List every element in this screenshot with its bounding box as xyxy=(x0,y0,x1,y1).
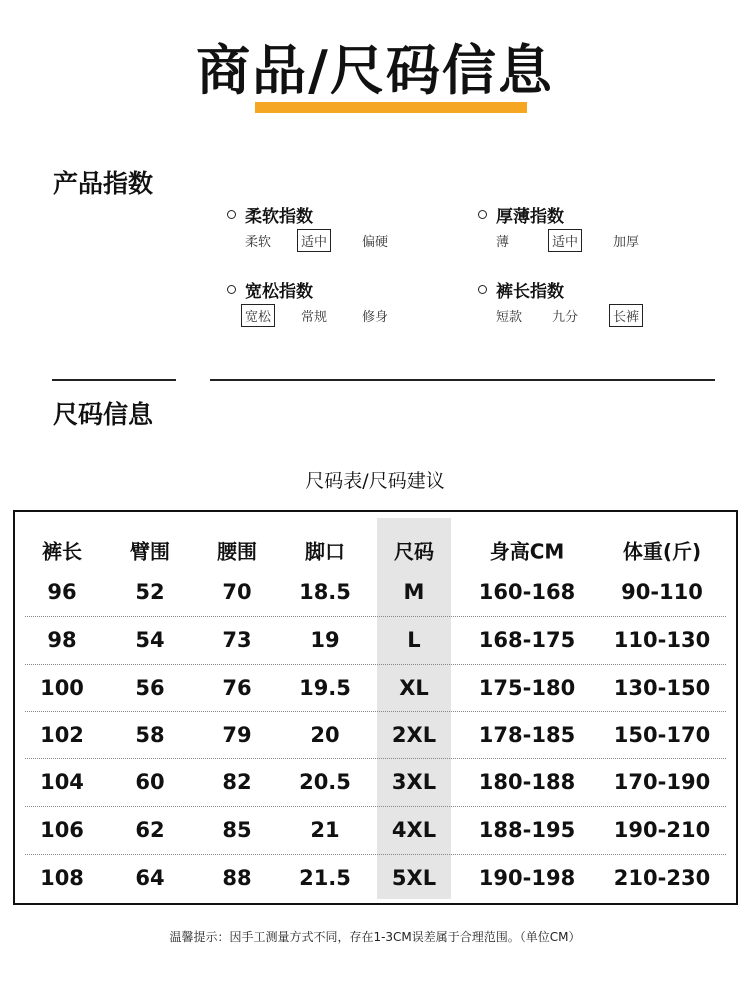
table-header-cell: 臂围 xyxy=(130,539,170,564)
table-cell: 58 xyxy=(135,723,165,747)
table-cell: 19.5 xyxy=(299,676,351,700)
measurement-note: 温馨提示：因手工测量方式不同，存在1-3CM误差属于合理范围。（单位CM） xyxy=(169,930,581,944)
table-cell: 54 xyxy=(135,628,165,652)
index-title-text: 柔软指数 xyxy=(245,207,313,227)
table-header-cell: 体重(斤) xyxy=(622,539,702,564)
row-divider xyxy=(25,854,726,855)
table-cell: 210-230 xyxy=(613,866,711,890)
table-header-cell: 尺码 xyxy=(394,539,434,564)
table-cell: L xyxy=(407,628,421,652)
size-table xyxy=(13,510,738,905)
table-cell: 96 xyxy=(47,580,77,604)
index-group-title xyxy=(478,277,564,302)
index-option: 偏硬 xyxy=(362,235,389,250)
table-cell: 130-150 xyxy=(613,676,711,700)
row-divider xyxy=(25,758,726,759)
index-option: 修身 xyxy=(362,310,389,325)
table-cell: 178-185 xyxy=(478,723,576,747)
table-cell: 110-130 xyxy=(613,628,711,652)
table-cell: 104 xyxy=(40,770,84,794)
size-info-heading: 尺码信息 xyxy=(53,400,154,429)
table-cell: 19 xyxy=(310,628,340,652)
table-cell: 76 xyxy=(222,676,252,700)
table-cell: 20.5 xyxy=(299,770,351,794)
table-cell: 5XL xyxy=(391,866,437,890)
table-cell: 150-170 xyxy=(613,723,711,747)
table-cell: 180-188 xyxy=(478,770,576,794)
table-cell: 106 xyxy=(40,818,84,842)
page-title: 商品/尺码信息 xyxy=(196,39,554,102)
table-cell: 90-110 xyxy=(621,580,703,604)
table-header-cell: 脚口 xyxy=(305,539,345,564)
index-title-text: 裤长指数 xyxy=(496,282,564,302)
table-cell: 98 xyxy=(47,628,77,652)
index-group-title xyxy=(478,202,564,227)
table-cell: 88 xyxy=(222,866,252,890)
size-table-subtitle: 尺码表/尺码建议 xyxy=(305,470,445,492)
row-divider xyxy=(25,806,726,807)
table-cell: 79 xyxy=(222,723,252,747)
row-divider xyxy=(25,711,726,712)
index-option: 常规 xyxy=(301,310,328,325)
table-header-cell: 身高CM xyxy=(489,539,565,564)
index-option: 九分 xyxy=(552,310,579,325)
table-cell: 108 xyxy=(40,866,84,890)
index-option: 短款 xyxy=(496,310,523,325)
table-cell: 190-210 xyxy=(613,818,711,842)
table-cell: 82 xyxy=(222,770,252,794)
divider-left xyxy=(52,379,176,381)
table-cell: 56 xyxy=(135,676,165,700)
table-cell: 102 xyxy=(40,723,84,747)
table-cell: 21 xyxy=(310,818,340,842)
circle-bullet-icon xyxy=(227,285,236,294)
circle-bullet-icon xyxy=(478,210,487,219)
index-option: 薄 xyxy=(496,235,510,250)
table-cell: 62 xyxy=(135,818,165,842)
index-option: 柔软 xyxy=(245,235,272,250)
table-header-cell: 腰围 xyxy=(217,539,257,564)
table-cell: 85 xyxy=(222,818,252,842)
table-cell: XL xyxy=(399,676,429,700)
table-cell: 3XL xyxy=(391,770,437,794)
index-title-text: 宽松指数 xyxy=(245,282,313,302)
index-option-selected: 长裤 xyxy=(609,304,643,327)
table-cell: 2XL xyxy=(391,723,437,747)
table-header-cell: 裤长 xyxy=(42,539,82,564)
product-index-heading: 产品指数 xyxy=(53,169,154,198)
table-cell: 18.5 xyxy=(299,580,351,604)
table-cell: 20 xyxy=(310,723,340,747)
table-cell: 4XL xyxy=(391,818,437,842)
table-cell: 64 xyxy=(135,866,165,890)
index-group-title xyxy=(227,277,313,302)
table-cell: 168-175 xyxy=(478,628,576,652)
title-underline-bar xyxy=(255,102,527,113)
table-cell: M xyxy=(403,580,425,604)
index-option-selected: 适中 xyxy=(548,229,582,252)
index-title-text: 厚薄指数 xyxy=(496,207,564,227)
index-option: 加厚 xyxy=(613,235,640,250)
table-cell: 188-195 xyxy=(478,818,576,842)
table-cell: 21.5 xyxy=(299,866,351,890)
table-cell: 70 xyxy=(222,580,252,604)
divider-right xyxy=(210,379,715,381)
table-cell: 100 xyxy=(40,676,84,700)
circle-bullet-icon xyxy=(478,285,487,294)
index-group-title xyxy=(227,202,313,227)
table-cell: 73 xyxy=(222,628,252,652)
table-cell: 190-198 xyxy=(478,866,576,890)
index-option-selected: 宽松 xyxy=(241,304,275,327)
table-cell: 160-168 xyxy=(478,580,576,604)
table-cell: 60 xyxy=(135,770,165,794)
row-divider xyxy=(25,616,726,617)
table-cell: 175-180 xyxy=(478,676,576,700)
table-cell: 52 xyxy=(135,580,165,604)
table-cell: 170-190 xyxy=(613,770,711,794)
row-divider xyxy=(25,664,726,665)
circle-bullet-icon xyxy=(227,210,236,219)
index-option-selected: 适中 xyxy=(297,229,331,252)
